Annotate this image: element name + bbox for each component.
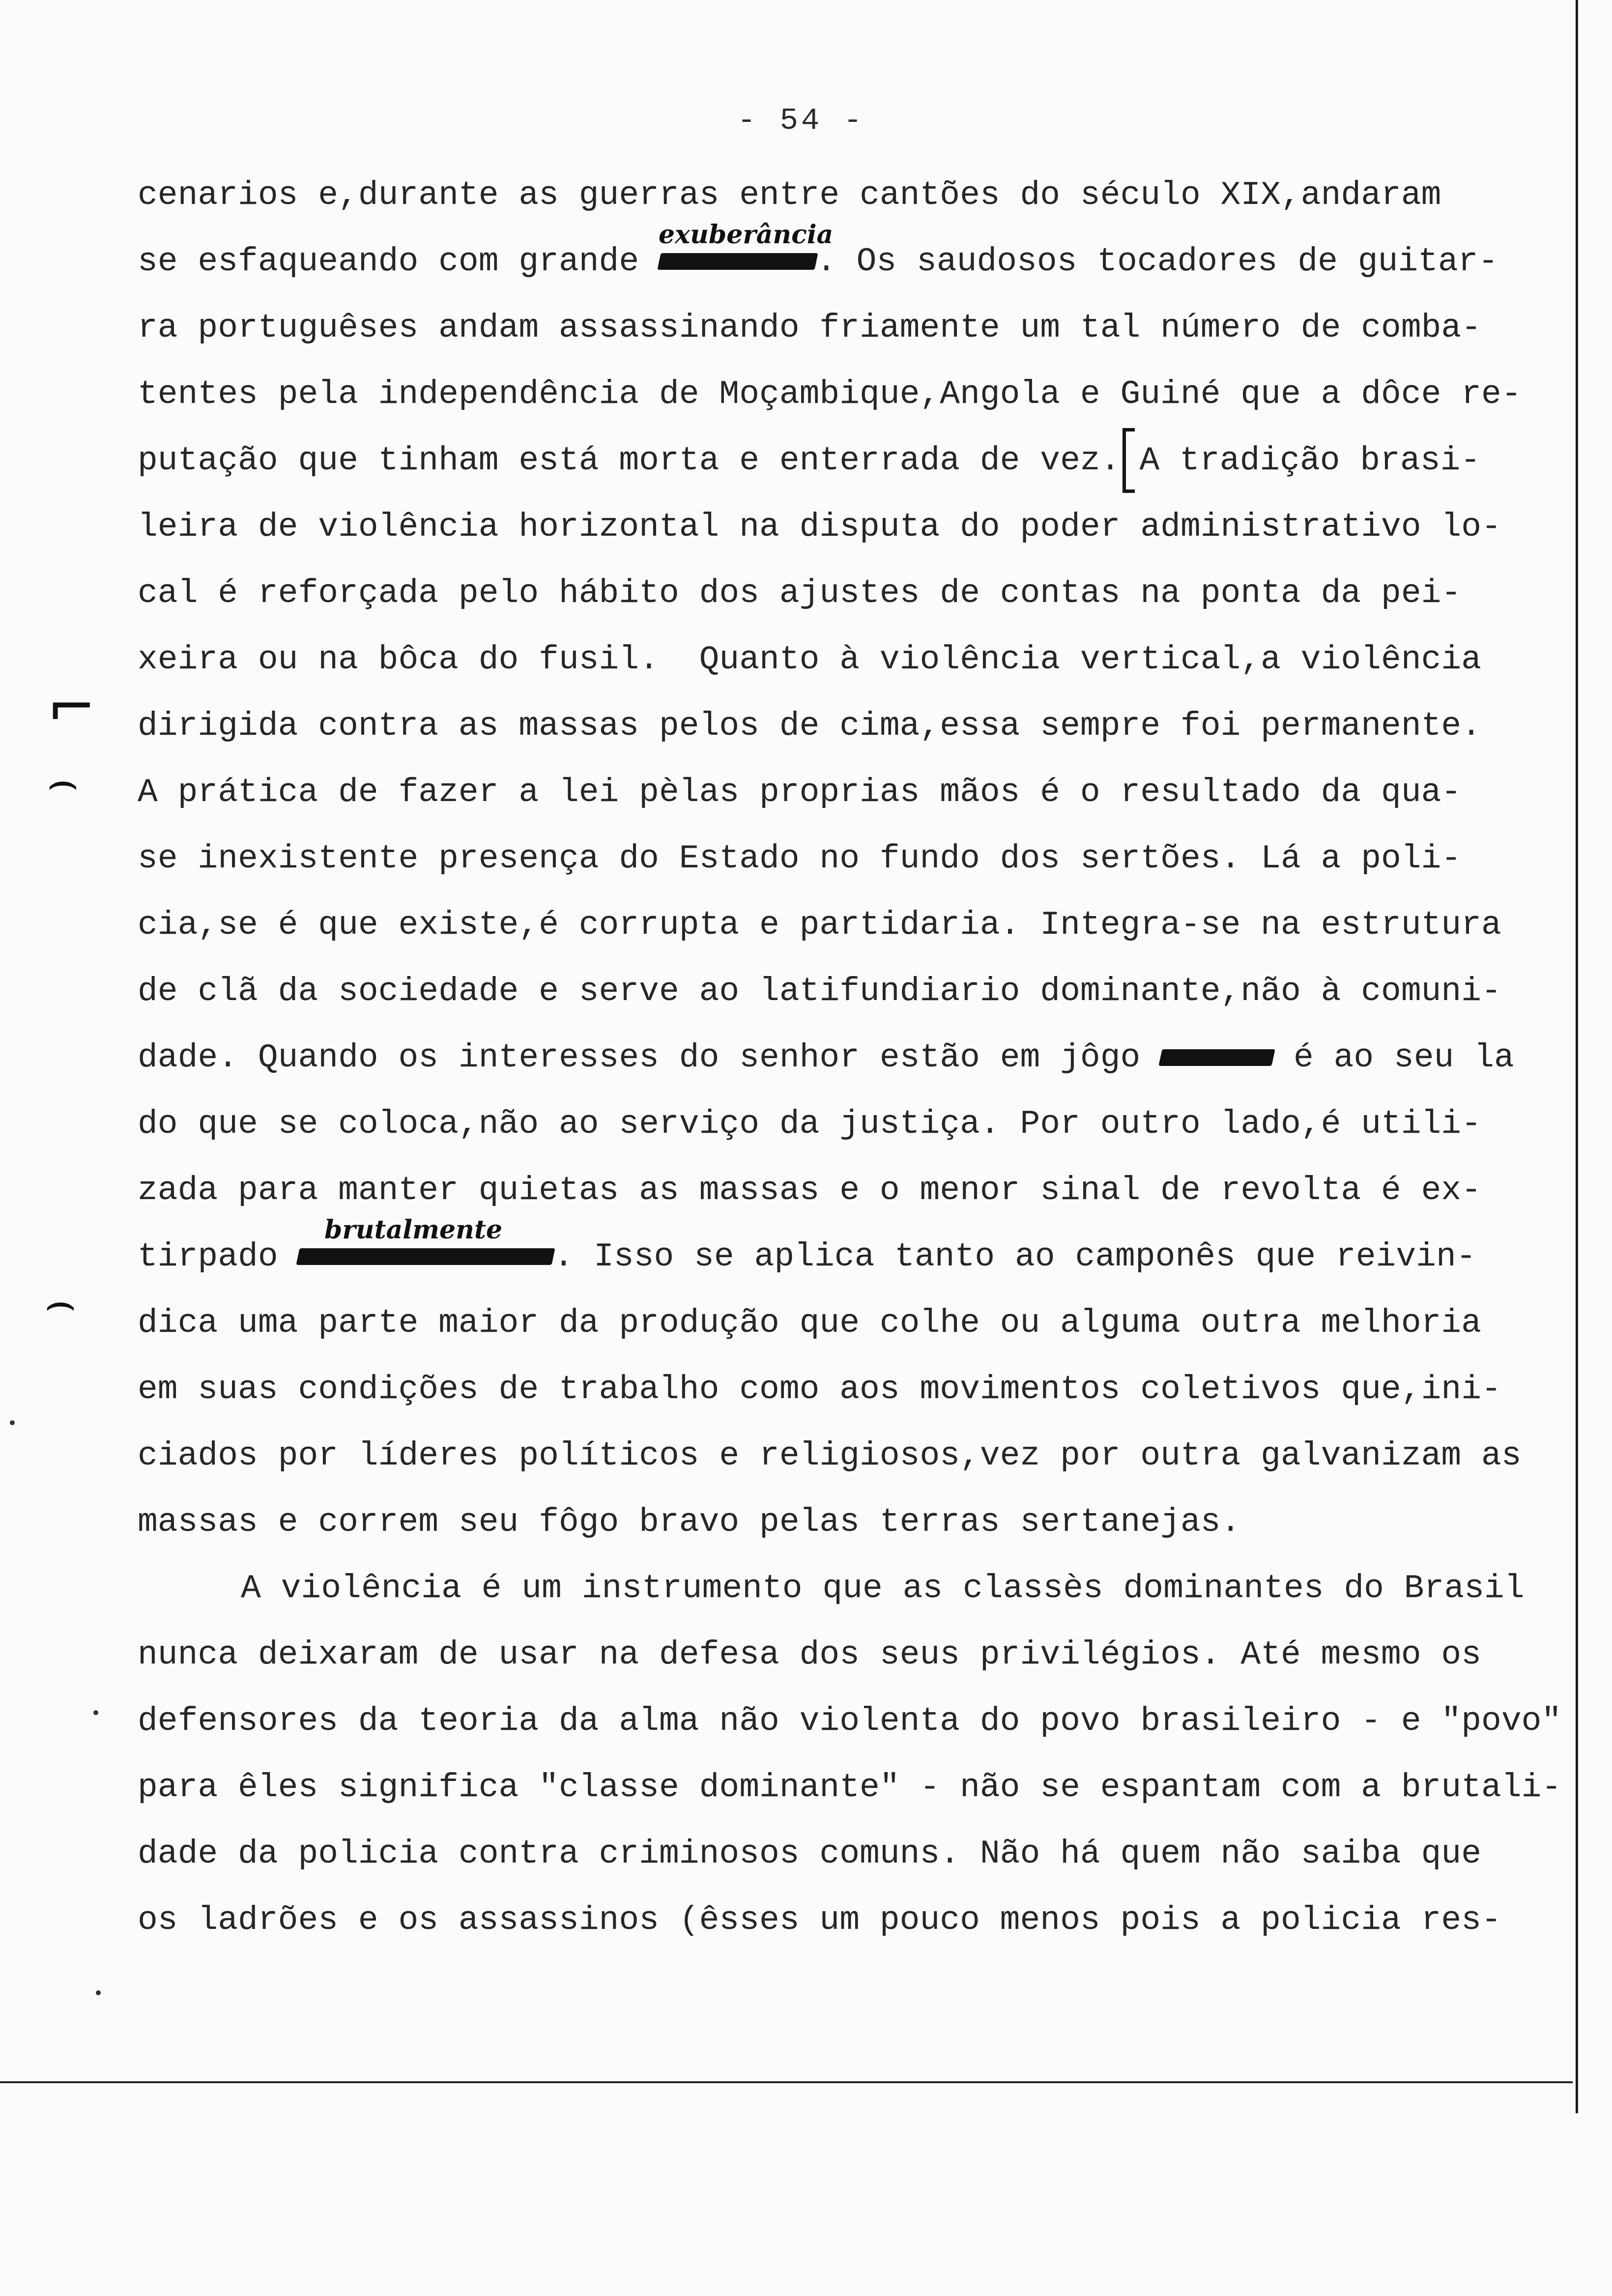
text-line: cal é reforçada pelo hábito dos ajustes de contas na ponta da pei-: [138, 574, 1462, 612]
text-line: para êles significa "classe dominante" - não se espantam com a brutali-: [138, 1769, 1562, 1807]
text-line: A prática de fazer a lei pèlas proprias mãos é o resultado da qua-: [138, 774, 1462, 811]
scan-speck: [93, 1710, 98, 1715]
margin-mark-icon: ⌐: [47, 673, 96, 742]
text-line: cenarios e,durante as guerras entre cantões do século XIX,andaram: [138, 176, 1441, 214]
text-line: ra portuguêses andam assassinando friamente um tal número de comba-: [138, 309, 1482, 347]
text-line: de clã da sociedade e serve ao latifundiario dominante,não à comuni-: [138, 973, 1501, 1010]
text-line: nunca deixaram de usar na defesa dos seus privilégios. Até mesmo os: [138, 1636, 1482, 1674]
text-line: defensores da teoria da alma não violenta do povo brasileiro - e "povo": [138, 1702, 1562, 1740]
text-line: putação que tinham está morta e enterrada de vez. A tradição brasi-: [138, 428, 1548, 494]
text-line: dade. Quando os interesses do senhor estão em jôgo é ao seu la: [138, 1039, 1514, 1077]
body-text: [138, 162, 1562, 1953]
text-line: tirpado . Isso se aplica tanto ao camponês que reivin- brutalmente: [138, 1224, 1548, 1290]
scan-speck: [10, 1420, 15, 1425]
text-line: tentes pela independência de Moçambique,Angola e Guiné que a dôce re-: [138, 375, 1522, 413]
text-line: ciados por líderes políticos e religiosos,vez por outra galvanizam as: [138, 1437, 1522, 1475]
text-line: do que se coloca,não ao serviço da justiça. Por outro lado,é utili-: [138, 1105, 1482, 1143]
text-line: se esfaqueando com grande . Os saudosos tocadores de guitar- exuberância: [138, 229, 1548, 295]
text-line: zada para manter quietas as massas e o menor sinal de revolta é ex-: [138, 1172, 1482, 1209]
scan-edge-line: [1576, 0, 1578, 2113]
text-line: leira de violência horizontal na disputa do poder administrativo lo-: [138, 508, 1501, 546]
margin-mark-icon: ⌢: [47, 752, 79, 809]
text-line: dica uma parte maior da produção que colhe ou alguma outra melhoria: [138, 1304, 1482, 1342]
text-line: A violência é um instrumento que as classès dominantes do Brasil: [241, 1570, 1525, 1607]
scan-speck: [96, 1990, 101, 1995]
text-line: xeira ou na bôca do fusil. Quanto à violência vertical,a violência: [138, 641, 1482, 679]
redaction-mark: [1159, 1049, 1275, 1066]
footer-rule: [0, 2081, 1573, 2083]
text-line: dirigida contra as massas pelos de cima,essa sempre foi permanente.: [138, 707, 1482, 745]
handwritten-annotation: exuberância: [659, 220, 834, 250]
text-line: massas e correm seu fôgo bravo pelas terras sertanejas.: [138, 1503, 1241, 1541]
text-line: dade da policia contra criminosos comuns. Não há quem não saiba que: [138, 1835, 1482, 1873]
bracket-mark: [1123, 428, 1135, 493]
text-line: se inexistente presença do Estado no fundo dos sertões. Lá a poli-: [138, 840, 1462, 878]
text-line: os ladrões e os assassinos (êsses um pouco menos pois a policia res-: [138, 1901, 1501, 1939]
text-line: cia,se é que existe,é corrupta e partidaria. Integra-se na estrutura: [138, 906, 1501, 944]
page-number: - 54 -: [737, 103, 865, 138]
handwritten-annotation: brutalmente: [324, 1215, 503, 1245]
text-line: em suas condições de trabalho como aos movimentos coletivos que,ini-: [138, 1371, 1501, 1408]
margin-mark-icon: ⌢: [44, 1273, 77, 1330]
